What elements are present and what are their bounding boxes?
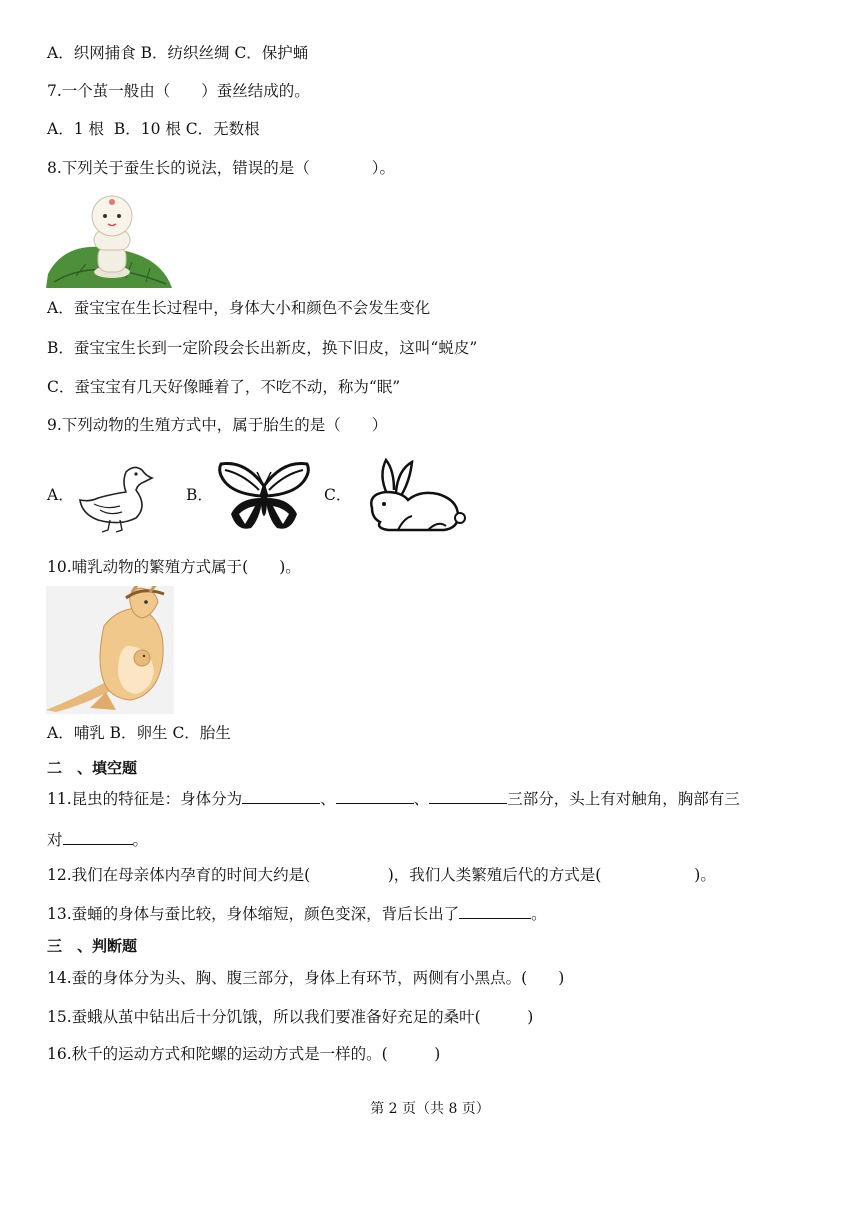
q6-options: A．织网捕食 B．纺织丝绸 C．保护蛹 xyxy=(47,44,309,62)
q8-text: 8.下列关于蚕生长的说法，错误的是（ ）。 xyxy=(47,159,396,177)
q7-options: A．1 根 B．10 根 C．无数根 xyxy=(47,120,260,138)
q11-blank-1[interactable] xyxy=(242,787,320,804)
q9-text: 9.下列动物的生殖方式中，属于胎生的是（ ） xyxy=(47,416,388,434)
q9-label-b: B． xyxy=(186,486,213,504)
q13-text: 13.蚕蛹的身体与蚕比较，身体缩短，颜色变深，背后长出了 。 xyxy=(47,902,547,925)
q8-option-c: C．蚕宝宝有几天好像睡着了，不吃不动，称为“眠” xyxy=(47,378,401,396)
q7-text: 7.一个茧一般由（ ）蚕丝结成的。 xyxy=(47,82,310,100)
q11-line1: 11.昆虫的特征是：身体分为 、 、 三部分，头上有对触角，胸部有三 xyxy=(47,787,740,810)
q10-text: 10.哺乳动物的繁殖方式属于( )。 xyxy=(47,558,301,576)
silkworm-on-leaf-image xyxy=(46,194,174,290)
rabbit-image xyxy=(358,456,466,536)
duck-image xyxy=(76,460,156,535)
kangaroo-image xyxy=(46,586,174,714)
q13-blank[interactable] xyxy=(459,902,531,919)
section-fill-in: 二 、填空题 xyxy=(47,759,138,777)
q9-label-c: C． xyxy=(324,486,352,504)
q8-option-b: B．蚕宝宝生长到一定阶段会长出新皮，换下旧皮，这叫“蜕皮” xyxy=(47,339,478,357)
page-footer: 第 2 页（共 8 页） xyxy=(370,1101,490,1117)
q11-blank-3[interactable] xyxy=(429,787,507,804)
q11-blank-4[interactable] xyxy=(63,828,133,845)
q10-options: A．哺乳 B．卵生 C．胎生 xyxy=(47,724,231,742)
q12-text: 12.我们在母亲体内孕育的时间大约是( )，我们人类繁殖后代的方式是( )。 xyxy=(47,866,716,884)
q16-text: 16.秋千的运动方式和陀螺的运动方式是一样的。( ) xyxy=(47,1045,441,1063)
q11-line2: 对 。 xyxy=(47,828,148,851)
q11-blank-2[interactable] xyxy=(336,787,414,804)
butterfly-image xyxy=(215,458,313,538)
q15-text: 15.蚕蛾从茧中钻出后十分饥饿，所以我们要准备好充足的桑叶( ) xyxy=(47,1008,534,1026)
q14-text: 14.蚕的身体分为头、胸、腹三部分，身体上有环节，两侧有小黑点。( ) xyxy=(47,969,565,987)
q9-label-a: A． xyxy=(47,486,74,504)
q8-option-a: A．蚕宝宝在生长过程中，身体大小和颜色不会发生变化 xyxy=(47,299,431,317)
section-true-false: 三 、判断题 xyxy=(47,937,138,955)
